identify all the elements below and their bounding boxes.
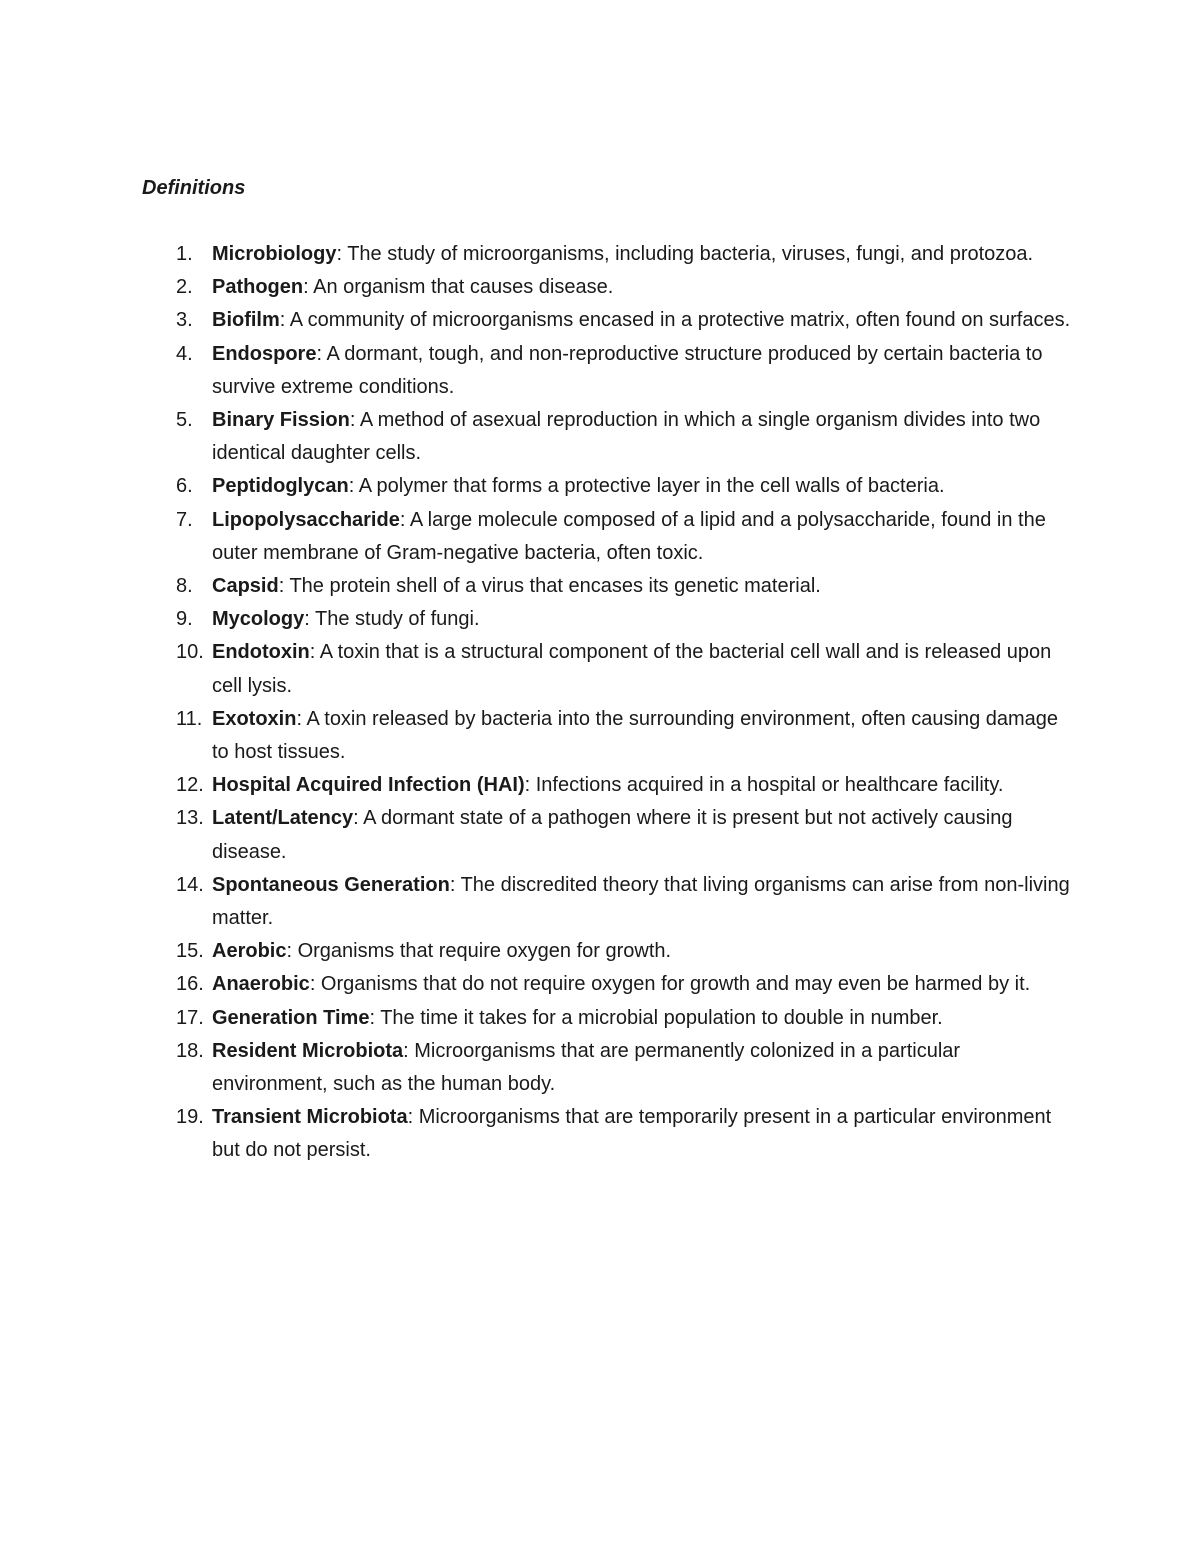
definition-term: Anaerobic [212,973,310,996]
definition-text: : A community of microorganisms encased in a protective matrix, often found on surfaces. [279,309,1071,332]
definition-item [176,935,1072,968]
definition-text: : A polymer that forms a protective layer in the cell walls of bacteria. [348,475,945,498]
definition-term: Pathogen [212,276,304,299]
definition-text: : A toxin released by bacteria into the surrounding environment, often causing damage to host tissues. [212,707,1059,764]
definition-text: : A method of asexual reproduction in which a single organism divides into two identical daughter cells. [212,409,1041,465]
definition-term: Peptidoglycan [212,475,349,498]
definition-item [176,703,1072,769]
definition-item [176,636,1072,702]
definition-number: 6. [176,475,193,498]
definition-term: Microbiology [212,243,337,265]
definition-text: : Microorganisms that are permanently colonized in a particular environment, such as the human body. [212,1039,961,1096]
definition-number: 1. [176,243,193,265]
definition-item [176,338,1072,404]
definition-term: Transient Microbiota [212,1106,408,1129]
definition-term: Endotoxin [212,641,310,664]
definition-item [176,802,1072,868]
definition-term: Hospital Acquired Infection (HAI) [212,774,525,797]
definition-item [176,769,1072,802]
definition-text: : A toxin that is a structural component of the bacterial cell wall and is released upon cell lysis. [212,641,1052,697]
definition-number: 14. [176,873,204,896]
page-title: Definitions [142,177,246,199]
definition-text: : Infections acquired in a hospital or healthcare facility. [524,774,1004,797]
definition-item [176,968,1072,1001]
definition-term: Exotoxin [212,707,297,730]
definition-number: 8. [176,575,193,598]
definition-number: 4. [176,342,193,365]
definition-item [176,504,1072,570]
definition-number: 10. [176,641,204,664]
definition-term: Resident Microbiota [212,1039,404,1062]
definition-term: Mycology [212,608,305,631]
definition-term: Generation Time [212,1006,370,1029]
definition-text: : The study of microorganisms, including bacteria, viruses, fungi, and protozoa. [336,243,1034,265]
definition-text: : Organisms that do not require oxygen for growth and may even be harmed by it. [309,973,1031,996]
definition-item [176,1002,1072,1035]
definition-term: Latent/Latency [212,807,354,830]
definition-number: 2. [176,276,193,299]
definition-term: Spontaneous Generation [212,873,450,896]
definition-term: Endospore [212,342,317,365]
definition-text: : Organisms that require oxygen for growth. [286,940,672,963]
definition-term: Lipopolysaccharide [212,508,400,531]
definition-number: 11. [176,707,203,730]
definition-term: Aerobic [212,940,287,963]
definition-term: Binary Fission [212,409,350,432]
definition-item [176,603,1072,636]
definitions-list [176,238,1072,1168]
definition-text: : An organism that causes disease. [303,276,614,299]
definition-text: : The protein shell of a virus that encases its genetic material. [278,575,821,598]
definition-item [176,271,1072,304]
definition-item [176,1101,1072,1167]
definition-item [176,470,1072,503]
definition-number: 12. [176,774,204,797]
definition-number: 19. [176,1106,204,1129]
definition-number: 16. [176,973,204,996]
definition-number: 13. [176,807,204,830]
definition-term: Capsid [212,575,279,598]
definition-item [176,304,1072,337]
definition-item [176,570,1072,603]
definition-text: : A dormant, tough, and non-reproductive structure produced by certain bacteria to survive extreme conditions. [212,342,1043,398]
definition-number: 15. [176,940,204,963]
definition-term: Biofilm [212,309,280,332]
definition-number: 18. [176,1039,204,1062]
definition-text: : A dormant state of a pathogen where it is present but not actively causing disease. [212,807,1013,863]
definition-number: 9. [176,608,193,631]
definition-item [176,1035,1072,1101]
definition-number: 7. [176,508,193,531]
definition-number: 3. [176,309,193,332]
definition-item [176,404,1072,470]
definition-item [176,869,1072,935]
definition-text: : A large molecule composed of a lipid and a polysaccharide, found in the outer membrane of Gram-negative bacteria, often toxic. [212,508,1046,564]
definition-text: : The time it takes for a microbial population to double in number. [369,1006,943,1029]
definition-number: 5. [176,409,193,432]
definition-text: : The study of fungi. [304,608,480,631]
definition-text: : Microorganisms that are temporarily present in a particular environment but do not persist. [212,1106,1052,1162]
definition-number: 17. [176,1006,204,1029]
definition-text: : The discredited theory that living organisms can arise from non-living matter. [212,873,1070,930]
definition-item [176,238,1072,271]
